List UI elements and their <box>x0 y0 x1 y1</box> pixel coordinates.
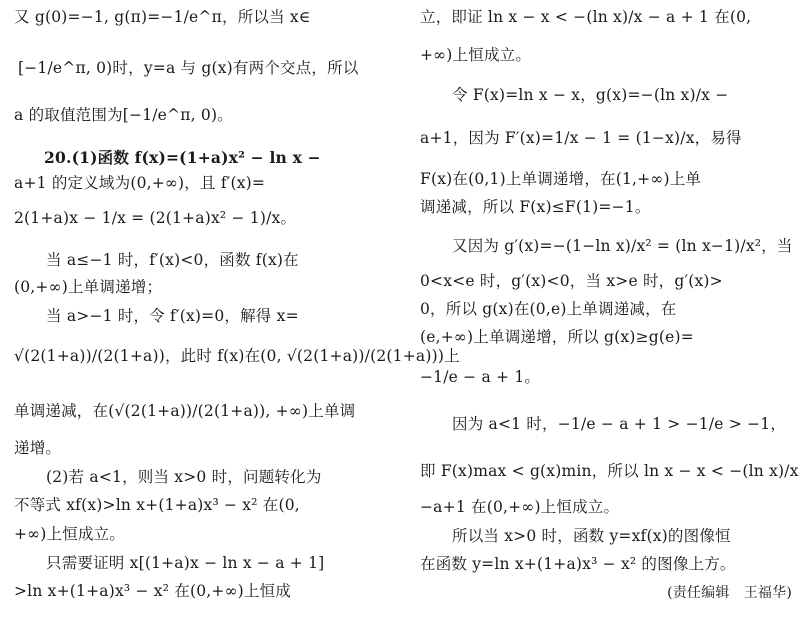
text-line: −a+1 在(0,+∞)上恒成立。 <box>420 498 620 516</box>
text-line: 调递减，所以 F(x)≤F(1)=−1。 <box>420 198 651 216</box>
text-line: √(2(1+a))/(2(1+a))，此时 f(x)在(0, √(2(1+a))/(2(1+a)))上 <box>14 347 460 365</box>
text-line: 单调递减，在(√(2(1+a))/(2(1+a)), +∞)上单调 <box>14 402 356 420</box>
text-line: 只需要证明 x[(1+a)x − ln x − a + 1] <box>46 554 325 572</box>
text-line: 2(1+a)x − 1/x = (2(1+a)x² − 1)/x。 <box>14 209 297 227</box>
text-line: a+1 的定义域为(0,+∞)，且 f′(x)= <box>14 174 266 192</box>
text-line: 0，所以 g(x)在(0,e)上单调递减，在 <box>420 300 677 318</box>
text-line: a 的取值范围为[−1/e^π, 0)。 <box>14 106 233 124</box>
text-line: 立，即证 ln x − x < −(ln x)/x − a + 1 在(0, <box>420 8 752 26</box>
left-column <box>14 0 460 628</box>
text-line: 所以当 x>0 时，函数 y=xf(x)的图像恒 <box>452 527 731 545</box>
text-line: (2)若 a<1，则当 x>0 时，问题转化为 <box>46 468 322 486</box>
text-line: 因为 a<1 时，−1/e − a + 1 > −1/e > −1， <box>452 415 787 433</box>
text-line: a+1，因为 F′(x)=1/x − 1 = (1−x)/x，易得 <box>420 129 742 147</box>
text-line: 不等式 xf(x)>ln x+(1+a)x³ − x² 在(0, <box>14 496 300 514</box>
text-line: 在函数 y=ln x+(1+a)x³ − x² 的图像上方。 <box>420 555 736 573</box>
text-line: 令 F(x)=ln x − x，g(x)=−(ln x)/x − <box>452 86 729 104</box>
text-line: (e,+∞)上单调递增，所以 g(x)≥g(e)= <box>420 328 694 346</box>
text-line: 又因为 g′(x)=−(1−ln x)/x² = (ln x−1)/x²，当 <box>452 237 793 255</box>
text-line: −1/e − a + 1。 <box>420 368 541 386</box>
text-line: 当 a≤−1 时，f′(x)<0，函数 f(x)在 <box>46 251 299 269</box>
text-line: 递增。 <box>14 439 62 457</box>
text-line: +∞)上恒成立。 <box>420 46 532 64</box>
text-line: 即 F(x)max < g(x)min，所以 ln x − x < −(ln x)/x <box>420 462 799 480</box>
text-line: 0<x<e 时，g′(x)<0，当 x>e 时，g′(x)> <box>420 272 723 290</box>
text-line: 20.(1)函数 f(x)=(1+a)x² − ln x − <box>44 148 321 167</box>
right-column <box>420 0 799 628</box>
text-line: 当 a>−1 时，令 f′(x)=0，解得 x= <box>46 307 299 325</box>
text-line: +∞)上恒成立。 <box>14 525 126 543</box>
text-line: [−1/e^π, 0)时，y=a 与 g(x)有两个交点，所以 <box>18 59 359 77</box>
editor-credit: (责任编辑 王福华) <box>667 585 792 601</box>
text-line: 又 g(0)=−1, g(π)=−1/e^π，所以当 x∈ <box>14 8 311 26</box>
text-line: >ln x+(1+a)x³ − x² 在(0,+∞)上恒成 <box>14 582 292 600</box>
text-line: (0,+∞)上单调递增； <box>14 278 163 296</box>
text-line: F(x)在(0,1)上单调递增，在(1,+∞)上单 <box>420 170 702 188</box>
